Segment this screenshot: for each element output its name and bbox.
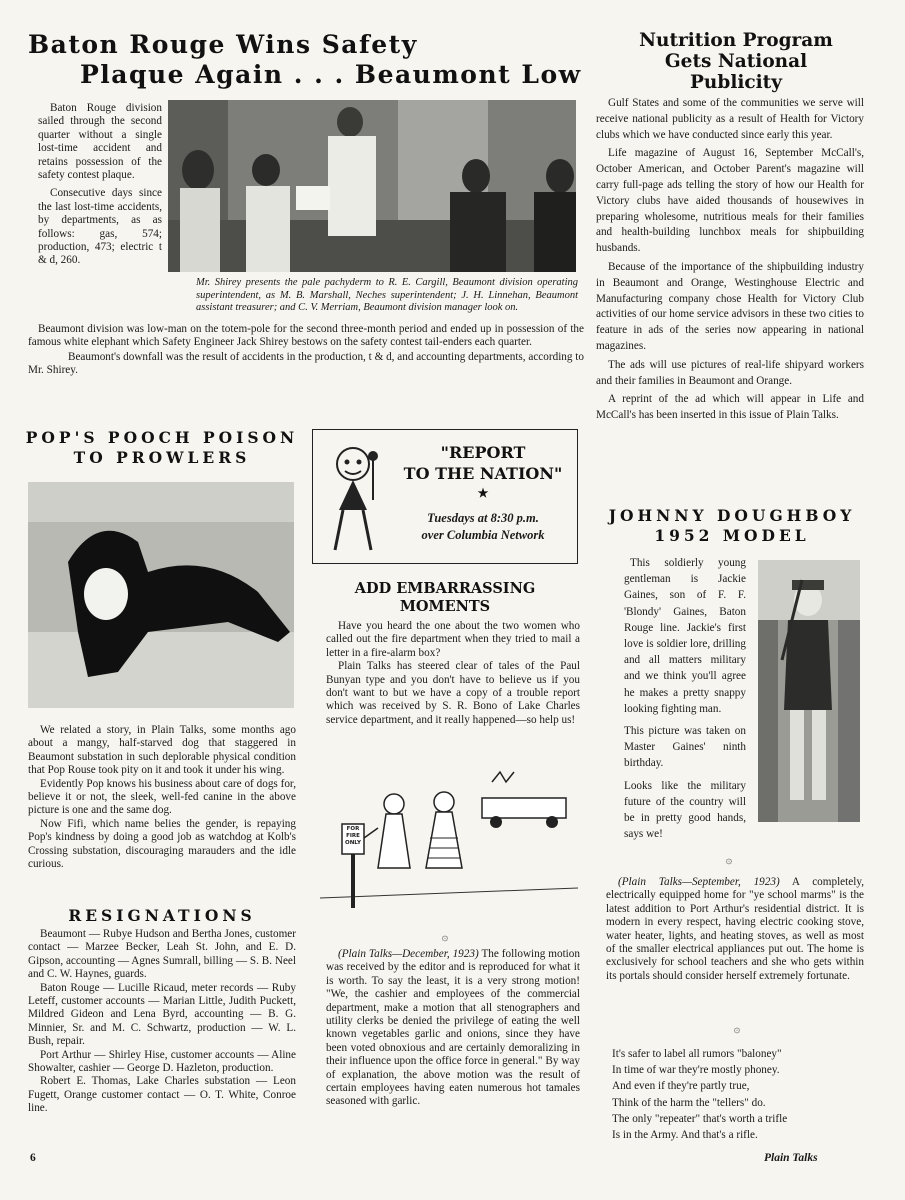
radio-time: Tuesdays at 8:30 p.m. (427, 511, 539, 525)
history-december-1923 (326, 948, 580, 1109)
page-number: 6 (30, 1152, 36, 1164)
pooch-article (28, 724, 296, 871)
publication-name: Plain Talks (764, 1152, 818, 1164)
history-september-text (606, 876, 864, 983)
ornament-divider-1: ۞ (441, 931, 449, 943)
radio-network: over Columbia Network (421, 528, 545, 542)
doughboy-headline-line2: 1952 MODEL (654, 526, 810, 545)
safety-paragraph-4: Beaumont's downfall was the result of accidents in the production, t & d, and accounting departments, according to Mr. Shirey. (28, 350, 584, 377)
history-september-1923 (606, 876, 864, 983)
history-december-text (326, 948, 580, 1109)
nutrition-paragraph-5: A reprint of the ad which will appear in Life and McCall's has been inserted in this issue of Plain Talks. (596, 393, 864, 422)
embarrassing-headline (312, 580, 578, 616)
nutrition-paragraph-4: The ads will use pictures of real-life shipyard workers and their families in Beaumont and Orange. (596, 358, 864, 387)
safety-article-continued (28, 323, 584, 378)
dog-photo (28, 482, 294, 708)
nutrition-headline (596, 30, 876, 93)
radio-title-line1: "REPORT (440, 443, 526, 462)
photo-black-dog (28, 482, 294, 708)
safety-article-left-column (38, 102, 162, 268)
fire-alarm-cartoon (316, 768, 578, 918)
pooch-paragraph-2: Evidently Pop knows his business about care of dogs for, believe it or not, the sleek, well-fed canine in the above picture is one and the same dog. (28, 777, 296, 817)
safety-plaque-photo (168, 100, 576, 272)
safety-paragraph-2: Consecutive days since the last lost-time accidents, by departments, as as follows: gas, 574; production, 473; electric t & d, 260. (38, 187, 162, 267)
main-headline-line1: Baton Rouge Wins Safety (28, 30, 418, 59)
embarrassing-headline-line2: MOMENTS (399, 598, 491, 615)
resignations-port-arthur: Port Arthur — Shirley Hise, customer accounts — Aline Showalter, cashier — George D. Hazleton, production. (28, 1048, 296, 1075)
doughboy-article (624, 555, 746, 842)
pooch-paragraph-3: Now Fifi, which name belies the gender, is repaying Pop's kindness by doing a good job as watchdog at Kolb's Crossing substation, discouraging marauders and the idle curious. (28, 817, 296, 871)
poem-line: Think of the harm the "tellers" do. (612, 1096, 766, 1109)
radio-title-line2: TO THE NATION" (403, 464, 563, 483)
doughboy-paragraph-3: Looks like the military future of the country will be in pretty good hands, says we! (624, 779, 746, 841)
resignations-other: Robert E. Thomas, Lake Charles substation — Leon Fugett, Orange customer contact — O. T. White, Conroe line. (28, 1075, 296, 1115)
resignations-beaumont: Beaumont — Rubye Hudson and Bertha Jones, customer contact — Marzee Becker, Leah St. John, and E. D. Gipson, accounting — Agnes Sumrall, billing — S. B. Neel and C. W. Haynes, guards. (28, 928, 296, 981)
embarrassing-headline-line1: ADD EMBARRASSING (354, 580, 536, 597)
poem-line: In time of war they're mostly phoney. (612, 1064, 780, 1077)
poem-line: Is in the Army. And that's a rifle. (612, 1129, 758, 1142)
embarrassing-article (326, 620, 580, 727)
doughboy-paragraph-2: This picture was taken on Master Gaines' ninth birthday. (624, 725, 746, 770)
history-september-body: A completely, electrically equipped home for "ye school marms" is the latest addition to Port Arthur's residential district. It is modern in every respect, having electric cooking stove, water heater, lights, and heating stoves, as well as most of the smaller electrical appliances put out. The home is exclusively for school teachers and she who gets within its portals should consider herself extremely fortunate. (606, 876, 864, 982)
safety-paragraph-1: Baton Rouge division sailed through the second quarter without a single lost-time accident and retains possession of the safety contest plaque. (38, 102, 162, 182)
pooch-headline-line1: POP'S POOCH POISON (25, 428, 299, 447)
radio-promo-box (312, 429, 578, 564)
doughboy-headline-line1: JOHNNY DOUGHBOY (608, 506, 856, 525)
embarrassing-paragraph-2: Plain Talks has steered clear of tales of the Paul Bunyan type and you don't have to believe us if you don't want to but we have a copy of a trouble report which was received by S. R. Bono of Lake Charles service department, and it really happened—so help us! (326, 660, 580, 726)
nutrition-paragraph-1: Gulf States and some of the communities we serve will receive national publicity as a result of Health for Victory clubs which we have conducted since early this year. (596, 97, 864, 141)
pooch-headline (24, 428, 300, 468)
history-september-lead: (Plain Talks—September, 1923) (618, 876, 780, 888)
radio-title (395, 442, 571, 502)
history-december-lead: (Plain Talks—December, 1923) (338, 948, 479, 960)
radio-mascot-icon (325, 440, 387, 558)
beaumont-low-text: Beaumont division was low-man on the totem-pole for the second three-month period and ended up in possession of the famous white elephant which Safety Engineer Jack Shirey bestows on the safety contest tail-enders each quarter. (28, 323, 584, 349)
rumor-poem (612, 1046, 870, 1143)
ornament-divider-2: ۞ (725, 854, 733, 866)
history-december-body: The following motion was received by the editor and is reproduced for what it is worth. To say the least, it is a very strong motion! "We, the cashier and employees of the commercial department, make a motion that all stenographers and utility clerks be denied the privilege of eating the well known vegetables garlic and onions, since they have been voted obnoxious and are certainly demoralizing in their influence upon the office force in general." By way of explanation, the above motion was the result of certain employees having eaten numerous hot tamales seasoned with garlic. (326, 948, 580, 1108)
poem-line: And even if they're partly true, (612, 1080, 750, 1093)
radio-star: ★ (477, 486, 489, 500)
nutrition-headline-line3: Publicity (690, 72, 782, 93)
resignations-baton-rouge: Baton Rouge — Lucille Ricaud, meter records — Ruby Leteff, customer accounts — Marian Little, Judith Puckett, Mildred Gideon and Lena Byrd, accounting — B. G. Minnier, Sr. and M. C. Schwartz, production — W. L. Bush, repair. (28, 981, 296, 1048)
pooch-paragraph-1: We related a story, in Plain Talks, some months ago about a mangy, half-starved dog that staggered in Beaumont substation in such deplorable physical condition that Pop Rouse took pity on it and took it under his wing. (28, 724, 296, 777)
pooch-headline-line2: TO PROWLERS (73, 448, 251, 467)
nutrition-headline-line1: Nutrition Program (639, 30, 833, 51)
fire-box-label: FOR FIRE ONLY (345, 826, 361, 846)
radio-schedule (395, 510, 571, 544)
poem-line: The only "repeater" that's worth a trifle (612, 1112, 788, 1125)
poem-line: It's safer to label all rumors "baloney" (612, 1048, 782, 1060)
photo-boy-soldier (758, 560, 860, 822)
nutrition-headline-line2: Gets National (664, 51, 808, 72)
safety-photo-caption: Mr. Shirey presents the pale pachyderm to R. E. Cargill, Beaumont division operating superintendent, as M. B. Marshall, Neches superintendent; J. H. Linnehan, Beaumont assistant treasurer; and C. V. Merriam, Beaumont division manager look on. (196, 277, 578, 314)
ornament-divider-3: ۞ (733, 1023, 741, 1035)
doughboy-paragraph-1: This soldierly young gentleman is Jackie Gaines, son of F. F. 'Blondy' Gaines, Baton Rouge line. Jackie's first love is soldier lore, drilling and all matters military and we think you'll agree he makes a pretty snappy looking fighting man. (624, 557, 746, 715)
embarrassing-paragraph-1: Have you heard the one about the two women who called out the fire department when they tried to mail a letter in a fire-alarm box? (326, 620, 580, 659)
main-headline (28, 30, 588, 90)
resignations-list (28, 928, 296, 1116)
nutrition-paragraph-2: Life magazine of August 16, September McCall's, October American, and October Parent's magazine will carry full-page ads telling the story of how our Health for Victory clubs have aided thousands of housewives in preparing wholesome, nutritious meals for their families and health-building lunchbox meals for shipbuilding husbands. (596, 147, 864, 255)
resignations-headline: RESIGNATIONS (68, 906, 256, 925)
safety-paragraph-3 (28, 323, 584, 350)
nutrition-paragraph-3: Because of the importance of the shipbuilding industry in Beaumont and Orange, Westinghouse Electric and Manufacturing company chose Health for Victory Club activities of our home service advisors in these two cities to feature in ads of the series now appearing in national magazines. (596, 260, 864, 352)
nutrition-article (596, 96, 864, 424)
jackie-gaines-photo (758, 560, 860, 822)
photo-men-at-table (168, 100, 576, 272)
doughboy-headline (596, 506, 868, 546)
main-headline-line2: Plaque Again . . . Beaumont Low (80, 60, 582, 89)
